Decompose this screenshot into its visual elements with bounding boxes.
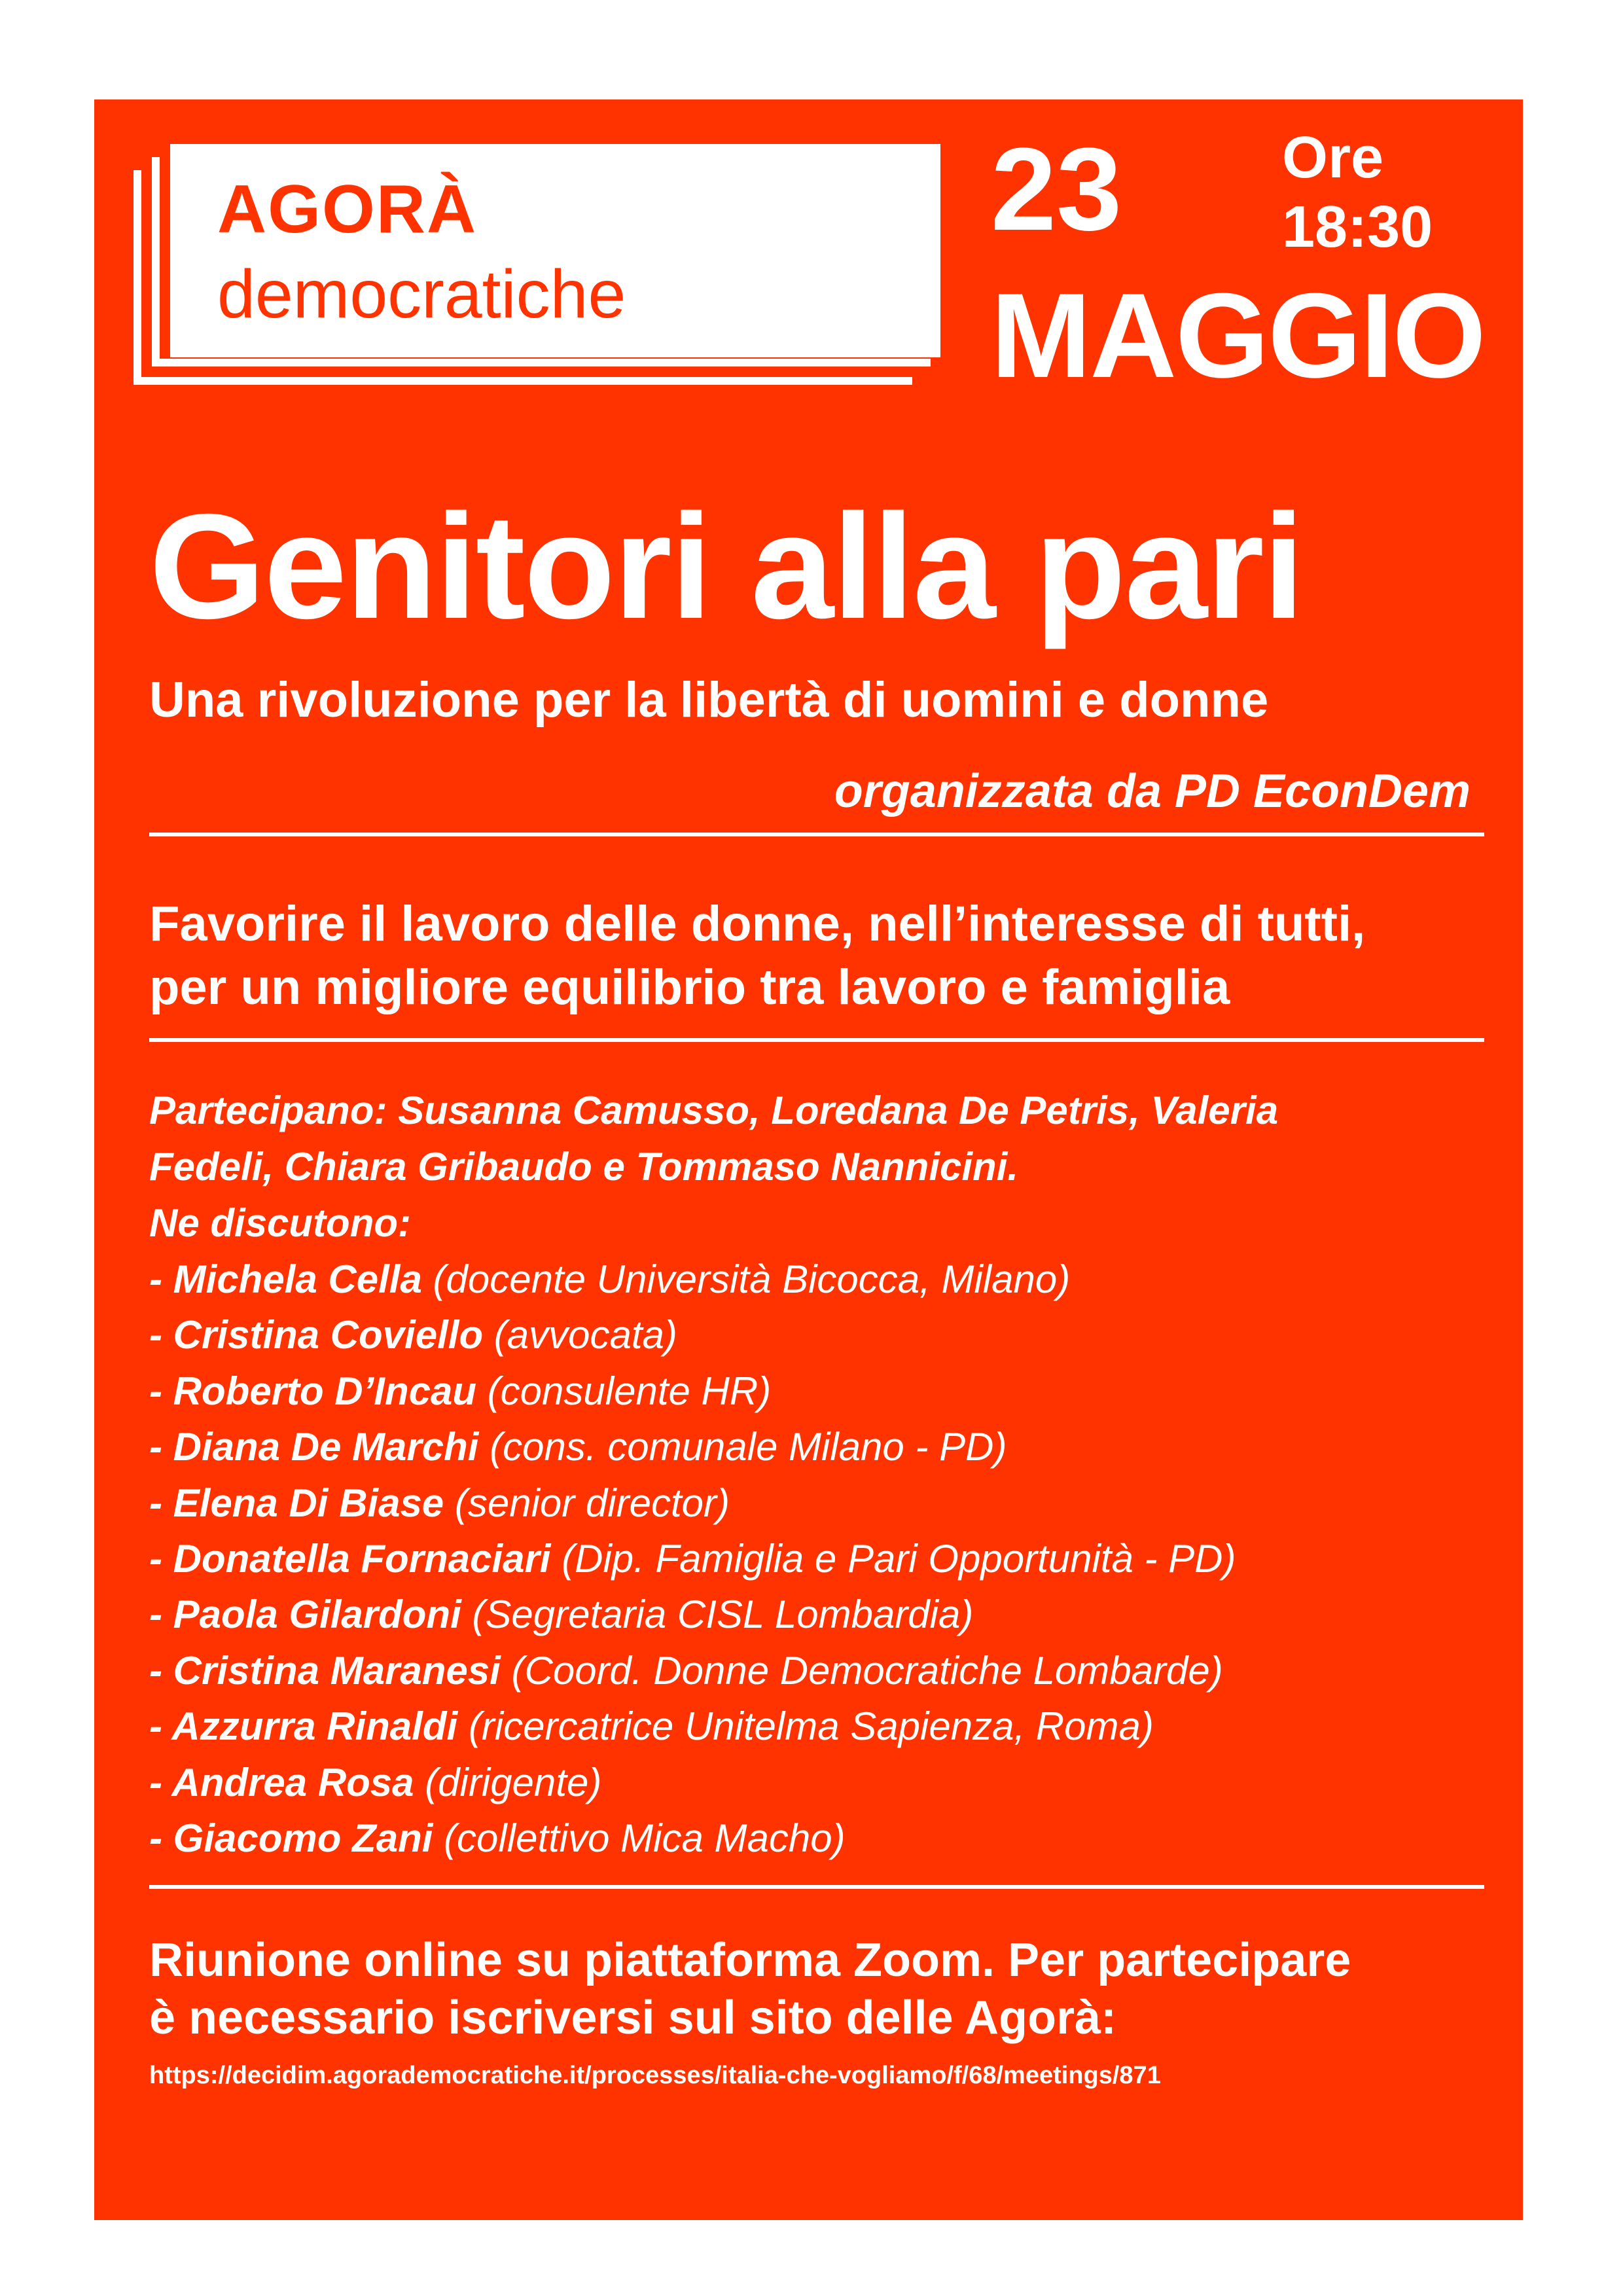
event-poster: [94, 99, 1523, 2220]
event-title: Genitori alla pari: [149, 484, 1304, 650]
speaker-role: (Segretaria CISL Lombardia): [461, 1592, 974, 1637]
list-item: [149, 1587, 1236, 1642]
speaker-name: - Cristina Coviello: [149, 1313, 484, 1357]
speaker-role: (avvocata): [483, 1313, 677, 1357]
speaker-name: - Giacomo Zani: [149, 1816, 433, 1861]
logo-box: [170, 144, 940, 357]
registration-line: è necessario iscriversi sul sito delle Agorà:: [149, 1991, 1117, 2044]
list-item: [149, 1475, 1236, 1531]
participants-line: Fedeli, Chiara Gribaudo e Tommaso Nannicini.: [149, 1145, 1019, 1189]
speaker-role: (cons. comunale Milano - PD): [478, 1425, 1007, 1469]
speaker-name: - Michela Cella: [149, 1257, 422, 1301]
registration-link[interactable]: https://decidim.agorademocratiche.it/processes/italia-che-vogliamo/f/68/meetings/871: [149, 2062, 1161, 2089]
divider: [149, 1885, 1484, 1889]
list-item: [149, 1755, 1236, 1810]
event-organizer: organizzata da PD EconDem: [834, 765, 1471, 817]
list-item: [149, 1810, 1236, 1866]
list-item: [149, 1251, 1236, 1307]
logo-stack-line: [152, 359, 931, 367]
list-item: [149, 1698, 1236, 1754]
speaker-name: - Elena Di Biase: [149, 1480, 444, 1525]
event-time-label: Ore: [1282, 125, 1384, 190]
event-time: 18:30: [1282, 194, 1433, 260]
list-item: [149, 1531, 1236, 1587]
speaker-name: - Roberto D’Incau: [149, 1369, 477, 1413]
logo-democratiche: democratiche: [217, 257, 626, 332]
event-month: MAGGIO: [991, 268, 1485, 403]
logo-stack-line: [134, 170, 141, 385]
speaker-role: (ricercatrice Unitelma Sapienza, Roma): [457, 1704, 1154, 1749]
list-item: [149, 1307, 1236, 1363]
logo-stack-line: [134, 377, 912, 385]
speaker-role: (collettivo Mica Macho): [433, 1816, 846, 1861]
divider: [149, 833, 1484, 836]
speaker-role: (senior director): [444, 1480, 730, 1525]
theme-line: Favorire il lavoro delle donne, nell’interesse di tutti,: [149, 896, 1366, 952]
speaker-role: (Coord. Donne Democratiche Lombarde): [500, 1648, 1223, 1693]
speaker-name: - Paola Gilardoni: [149, 1592, 461, 1637]
discussants-list: [149, 1251, 1236, 1866]
speaker-name: - Donatella Fornaciari: [149, 1537, 551, 1581]
discussants-heading: Ne discutono:: [149, 1201, 411, 1245]
speaker-role: (Dip. Famiglia e Pari Opportunità - PD): [550, 1537, 1236, 1581]
event-theme: [149, 893, 1365, 1019]
divider: [149, 1038, 1484, 1042]
theme-line: per un migliore equilibrio tra lavoro e famiglia: [149, 959, 1230, 1015]
speaker-role: (docente Università Bicocca, Milano): [421, 1257, 1071, 1301]
speaker-name: - Azzurra Rinaldi: [149, 1704, 458, 1749]
list-item: [149, 1419, 1236, 1475]
logo-agora: AGORÀ: [217, 171, 478, 247]
speaker-name: - Cristina Maranesi: [149, 1648, 501, 1693]
list-item: [149, 1643, 1236, 1698]
event-subtitle: Una rivoluzione per la libertà di uomini e donne: [149, 672, 1269, 728]
event-day: 23: [991, 124, 1122, 255]
speaker-name: - Andrea Rosa: [149, 1760, 414, 1804]
registration-info: [149, 1932, 1351, 2047]
participants-line: Partecipano: Susanna Camusso, Loredana De Petris, Valeria: [149, 1088, 1279, 1132]
speaker-role: (dirigente): [414, 1760, 602, 1804]
participants-intro: [149, 1083, 1278, 1251]
registration-line: Riunione online su piattaforma Zoom. Per partecipare: [149, 1934, 1351, 1986]
logo-stack-line: [152, 157, 160, 367]
speaker-role: (consulente HR): [476, 1369, 772, 1413]
speaker-name: - Diana De Marchi: [149, 1425, 479, 1469]
list-item: [149, 1363, 1236, 1419]
